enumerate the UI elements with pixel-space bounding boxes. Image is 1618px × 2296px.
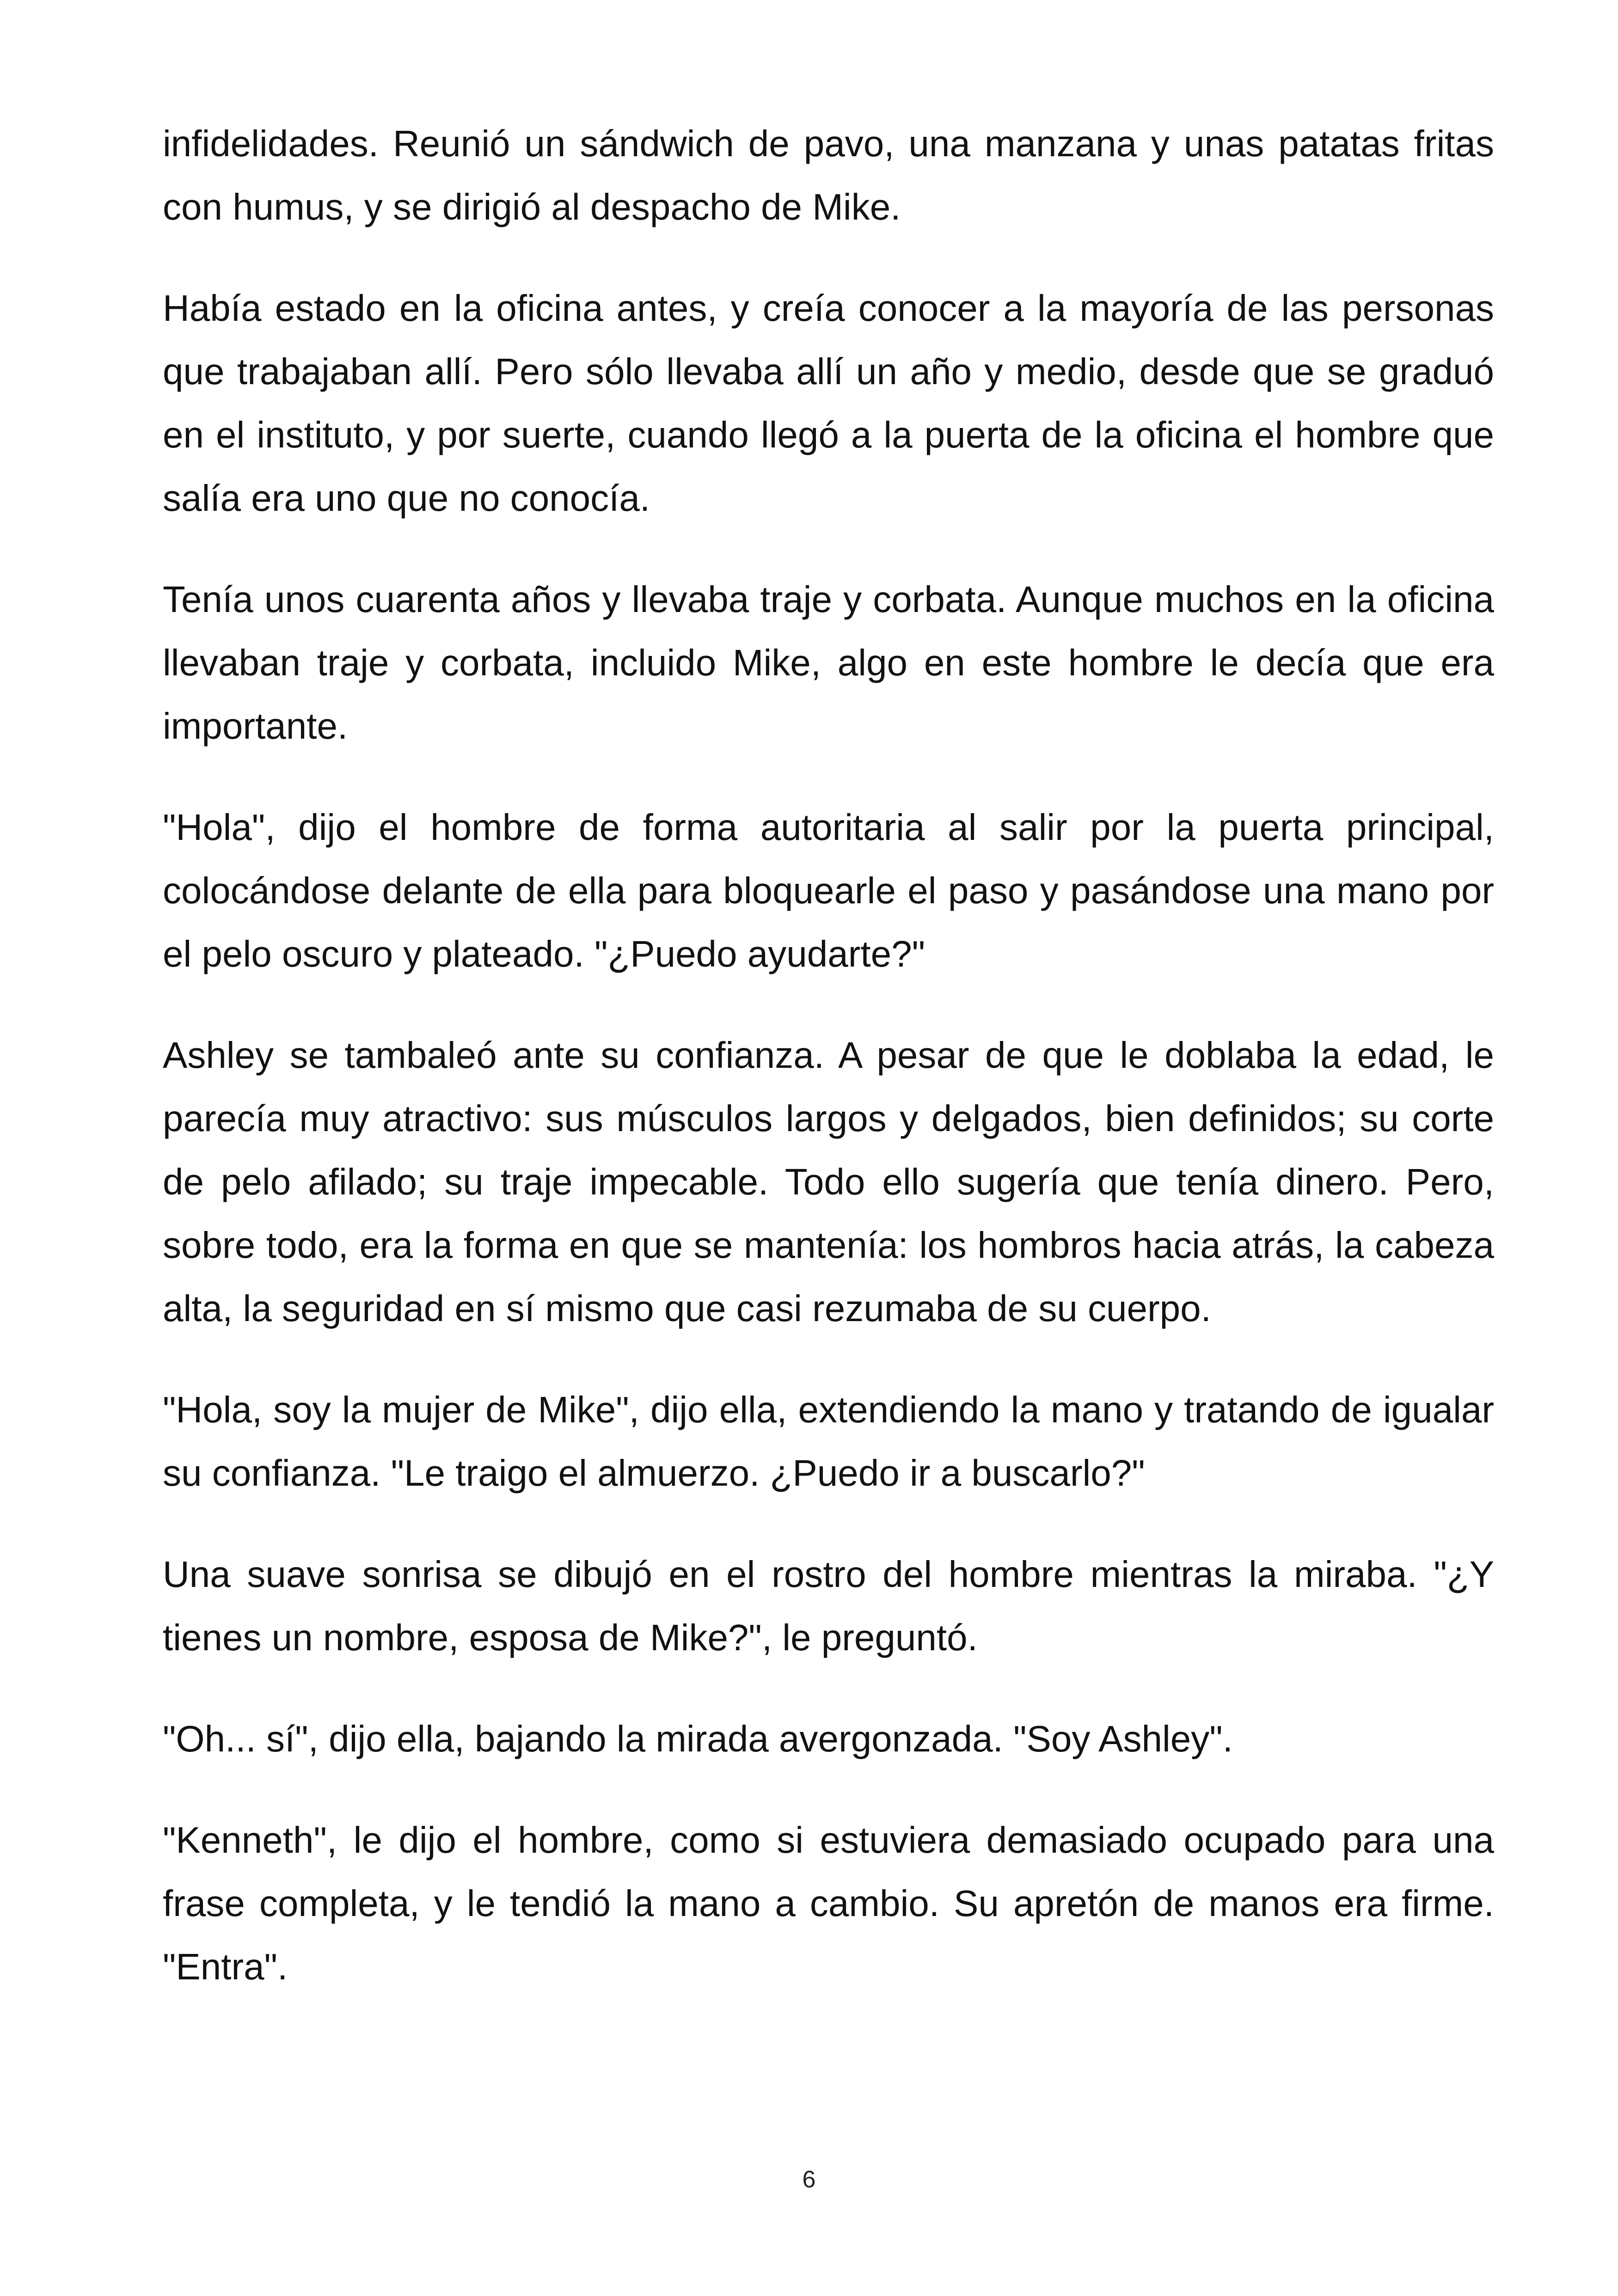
paragraph: Una suave sonrisa se dibujó en el rostro del hombre mientras la miraba. "¿Y tienes un nombre, esposa de Mike?", le preguntó. [163, 1554, 1494, 1658]
page-number: 6 [802, 2166, 816, 2193]
paragraph: "Hola", dijo el hombre de forma autoritaria al salir por la puerta principal, colocándose delante de ella para bloquearle el paso y pasándose una mano por el pelo oscuro y plateado. "¿Puedo ayudarte?" [163, 807, 1494, 974]
paragraph: "Hola, soy la mujer de Mike", dijo ella, extendiendo la mano y tratando de igualar su confianza. "Le traigo el almuerzo. ¿Puedo ir a buscarlo?" [163, 1389, 1494, 1494]
paragraph: Ashley se tambaleó ante su confianza. A pesar de que le doblaba la edad, le parecía muy atractivo: sus músculos largos y delgados, bien definidos; su corte de pelo afilado; su traje impecable. Todo ello sugería que tenía dinero. Pero, sobre todo, era la forma en que se mantenía: los hombros hacia atrás, la cabeza alta, la seguridad en sí mismo que casi rezumaba de su cuerpo. [163, 1035, 1494, 1329]
paragraph: "Kenneth", le dijo el hombre, como si estuviera demasiado ocupado para una frase completa, y le tendió la mano a cambio. Su apretón de manos era firme. "Entra". [163, 1819, 1494, 1987]
paragraph: Había estado en la oficina antes, y creía conocer a la mayoría de las personas que trabajaban allí. Pero sólo llevaba allí un año y medio, desde que se graduó en el instituto, y por suerte, cuando llegó a la puerta de la oficina el hombre que salía era uno que no conocía. [163, 288, 1494, 519]
body-text [163, 112, 1494, 1998]
paragraph: "Oh... sí", dijo ella, bajando la mirada avergonzada. "Soy Ashley". [163, 1718, 1233, 1759]
paragraph: Tenía unos cuarenta años y llevaba traje y corbata. Aunque muchos en la oficina llevaban traje y corbata, incluido Mike, algo en este hombre le decía que era importante. [163, 579, 1494, 747]
paragraph: infidelidades. Reunió un sándwich de pavo, una manzana y unas patatas fritas con humus, y se dirigió al despacho de Mike. [163, 123, 1494, 227]
